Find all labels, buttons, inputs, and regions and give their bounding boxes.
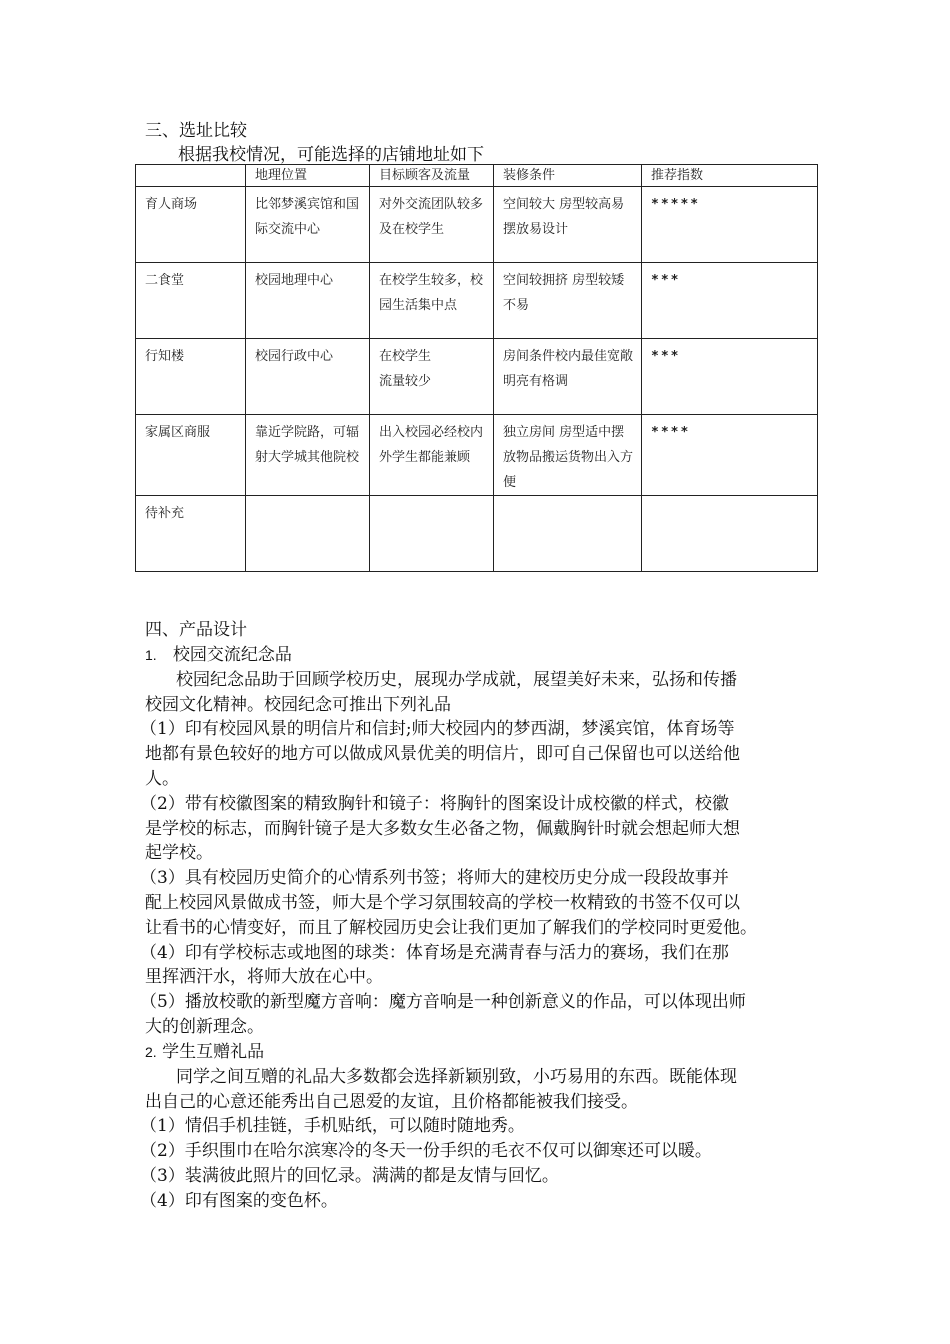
paragraph-line: （2）带有校徽图案的精致胸针和镜子：将胸针的图案设计成校徽的样式，校徽	[140, 794, 729, 814]
table-cell: 育人商场	[136, 187, 246, 263]
paragraph-line: （5）播放校歌的新型魔方音响：魔方音响是一种创新意义的作品，可以体现出师	[140, 992, 746, 1012]
header-cell	[136, 165, 246, 187]
paragraph-line: 配上校园风景做成书签，师大是个学习氛围较高的学校一枚精致的书签不仅可以	[145, 893, 740, 913]
subsection-2-heading	[145, 1040, 264, 1064]
table-cell: 独立房间 房型适中摆放物品搬运货物出入方便	[494, 415, 642, 496]
subsection-number: 2.	[145, 1044, 157, 1060]
rating-cell: ***	[642, 339, 818, 415]
table-cell: 校园行政中心	[246, 339, 370, 415]
table-cell	[246, 496, 370, 572]
header-cell: 目标顾客及流量	[370, 165, 494, 187]
paragraph-line: 里挥洒汗水，将师大放在心中。	[145, 967, 383, 987]
subsection-title: 校园交流纪念品	[172, 645, 292, 665]
rating-cell: ***	[642, 263, 818, 339]
table-cell: 校园地理中心	[246, 263, 370, 339]
subsection-title: 学生互赠礼品	[162, 1042, 265, 1062]
paragraph-line: 地都有景色较好的地方可以做成风景优美的明信片，即可自己保留也可以送给他	[145, 744, 740, 764]
paragraph-line: 校园纪念品助于回顾学校历史，展现办学成就，展望美好未来，弘扬和传播	[176, 670, 737, 690]
paragraph-line: 同学之间互赠的礼品大多数都会选择新颖别致，小巧易用的东西。既能体现	[176, 1067, 737, 1087]
table-cell: 家属区商服	[136, 415, 246, 496]
table-row	[136, 187, 818, 263]
table-header-row	[136, 165, 818, 187]
header-cell: 装修条件	[494, 165, 642, 187]
rating-cell: *****	[642, 187, 818, 263]
table-cell: 靠近学院路，可辐射大学城其他院校	[246, 415, 370, 496]
section-3-title: 三、选址比较	[145, 121, 247, 141]
paragraph-line: 出自己的心意还能秀出自己恩爱的友谊，且价格都能被我们接受。	[145, 1092, 638, 1112]
header-cell: 推荐指数	[642, 165, 818, 187]
table-cell: 待补充	[136, 496, 246, 572]
table-cell: 房间条件校内最佳宽敞明亮有格调	[494, 339, 642, 415]
paragraph-line: （3）具有校园历史简介的心情系列书签；将师大的建校历史分成一段段故事并	[140, 868, 729, 888]
table-row	[136, 339, 818, 415]
paragraph-line: 校园文化精神。校园纪念可推出下列礼品	[145, 695, 451, 715]
table-cell: 比邻梦溪宾馆和国际交流中心	[246, 187, 370, 263]
paragraph-line: 是学校的标志，而胸针镜子是大多数女生必备之物，佩戴胸针时就会想起师大想	[145, 819, 740, 839]
table-cell	[642, 496, 818, 572]
paragraph-line: （4）印有学校标志或地图的球类：体育场是充满青春与活力的赛场，我们在那	[140, 943, 729, 963]
table-cell: 对外交流团队较多 及在校学生	[370, 187, 494, 263]
paragraph-line: 大的创新理念。	[145, 1017, 264, 1037]
table-cell: 在校学生 流量较少	[370, 339, 494, 415]
table-cell: 二食堂	[136, 263, 246, 339]
list-item: （3）装满彼此照片的回忆录。满满的都是友情与回忆。	[140, 1166, 559, 1186]
table-row	[136, 263, 818, 339]
list-item: （1）情侣手机挂链，手机贴纸，可以随时随地秀。	[140, 1116, 525, 1136]
site-comparison-table	[135, 164, 818, 572]
section-4-title: 四、产品设计	[145, 620, 247, 640]
table-cell: 出入校园必经校内外学生都能兼顾	[370, 415, 494, 496]
list-item: （2）手织围巾在哈尔滨寒冷的冬天一份手织的毛衣不仅可以御寒还可以暖。	[140, 1141, 712, 1161]
subsection-number: 1.	[145, 647, 157, 663]
paragraph-line: 起学校。	[145, 843, 213, 863]
table-cell	[494, 496, 642, 572]
paragraph-line: 人。	[145, 769, 179, 789]
table-row	[136, 496, 818, 572]
table-row	[136, 415, 818, 496]
table-cell: 空间较大 房型较高易摆放易设计	[494, 187, 642, 263]
table-cell: 空间较拥挤 房型较矮 不易	[494, 263, 642, 339]
header-cell: 地理位置	[246, 165, 370, 187]
subsection-1-heading	[145, 643, 292, 667]
table-cell: 在校学生较多，校园生活集中点	[370, 263, 494, 339]
table-cell: 行知楼	[136, 339, 246, 415]
section-3-intro: 根据我校情况，可能选择的店铺地址如下	[178, 145, 484, 165]
rating-cell: ****	[642, 415, 818, 496]
table-cell	[370, 496, 494, 572]
list-item: （4）印有图案的变色杯。	[140, 1191, 338, 1211]
paragraph-line: （1）印有校园风景的明信片和信封;师大校园内的梦西湖，梦溪宾馆，体育场等	[140, 719, 735, 739]
paragraph-line: 让看书的心情变好，而且了解校园历史会让我们更加了解我们的学校同时更爱他。	[145, 918, 757, 938]
